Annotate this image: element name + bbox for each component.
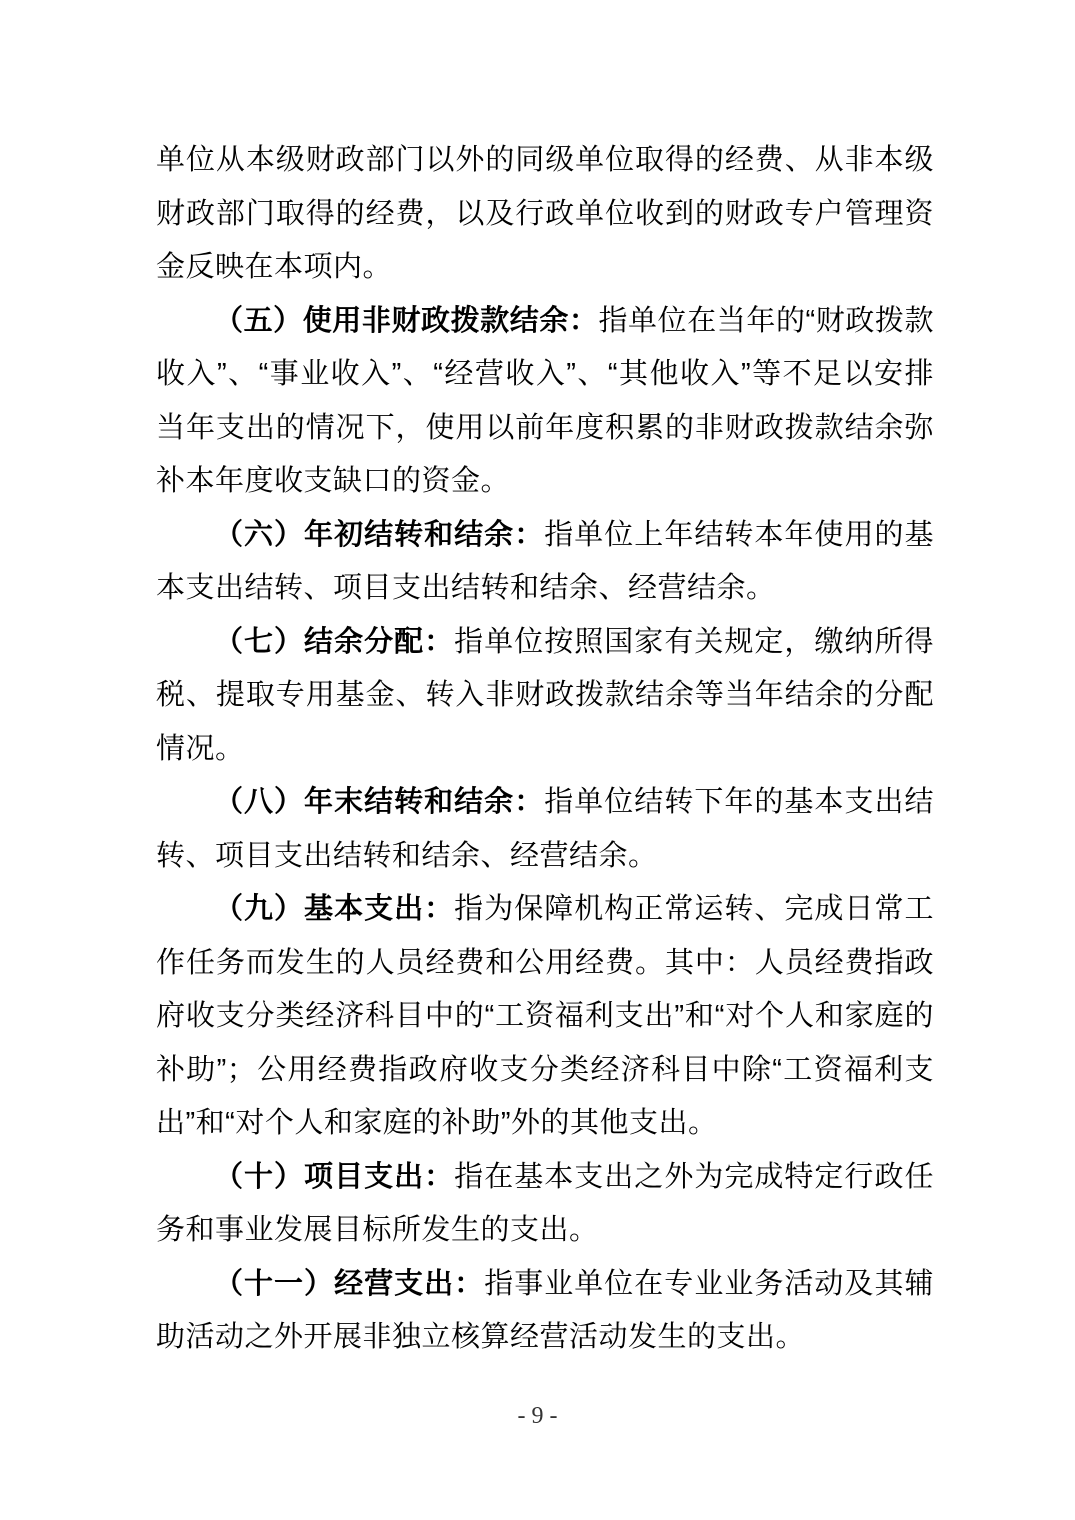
paragraph-text: 指单位按照国家有关规定，缴纳所得税、提取专用基金、转入非财政拨款结余等当年结余的分配情况。 [156, 625, 934, 765]
paragraph-heading: （九）基本支出： [214, 893, 455, 925]
paragraph-heading: （五）使用非财政拨款结余： [214, 304, 599, 337]
paragraph [156, 134, 934, 295]
paragraph-text: 指单位上年结转本年使用的基本支出结转、项目支出结转和结余、经营结余。 [156, 518, 934, 604]
paragraph-text: 指事业单位在专业业务活动及其辅助活动之外开展非独立核算经营活动发生的支出。 [156, 1267, 934, 1353]
paragraph-heading: （七）结余分配： [214, 625, 455, 658]
paragraph [156, 883, 934, 1151]
paragraph-text: 指为保障机构正常运转、完成日常工作任务而发生的人员经费和公用经费。其中：人员经费指政府收支分类经济科目中的“工资福利支出”和“对个人和家庭的补助”；公用经费指政府收支分类经济科目中除“工资福利支出”和“对个人和家庭的补助”外的其他支出。 [156, 893, 934, 1139]
paragraph-text: 指单位在当年的“财政拨款收入”、“事业收入”、“经营收入”、“其他收入”等不足以安排当年支出的情况下，使用以前年度积累的非财政拨款结余弥补本年度收支缺口的资金。 [156, 304, 934, 497]
paragraph-text: 单位从本级财政部门以外的同级单位取得的经费、从非本级财政部门取得的经费，以及行政单位收到的财政专户管理资金反映在本项内。 [156, 144, 934, 283]
document-content [156, 134, 934, 1365]
paragraph [156, 295, 934, 509]
paragraph-heading: （八）年末结转和结余： [214, 786, 545, 818]
paragraph-heading: （十一）经营支出： [214, 1267, 485, 1300]
paragraph [156, 616, 934, 777]
paragraph [156, 1258, 934, 1365]
paragraph [156, 509, 934, 616]
paragraph-heading: （六）年初结转和结余： [214, 518, 545, 551]
paragraph-text: 指在基本支出之外为完成特定行政任务和事业发展目标所发生的支出。 [156, 1160, 934, 1246]
paragraph [156, 1151, 934, 1258]
paragraph-heading: （十）项目支出： [214, 1160, 455, 1193]
page-number: - 9 - [517, 1403, 558, 1429]
paragraph [156, 776, 934, 883]
paragraph-text: 指单位结转下年的基本支出结转、项目支出结转和结余、经营结余。 [156, 786, 934, 872]
